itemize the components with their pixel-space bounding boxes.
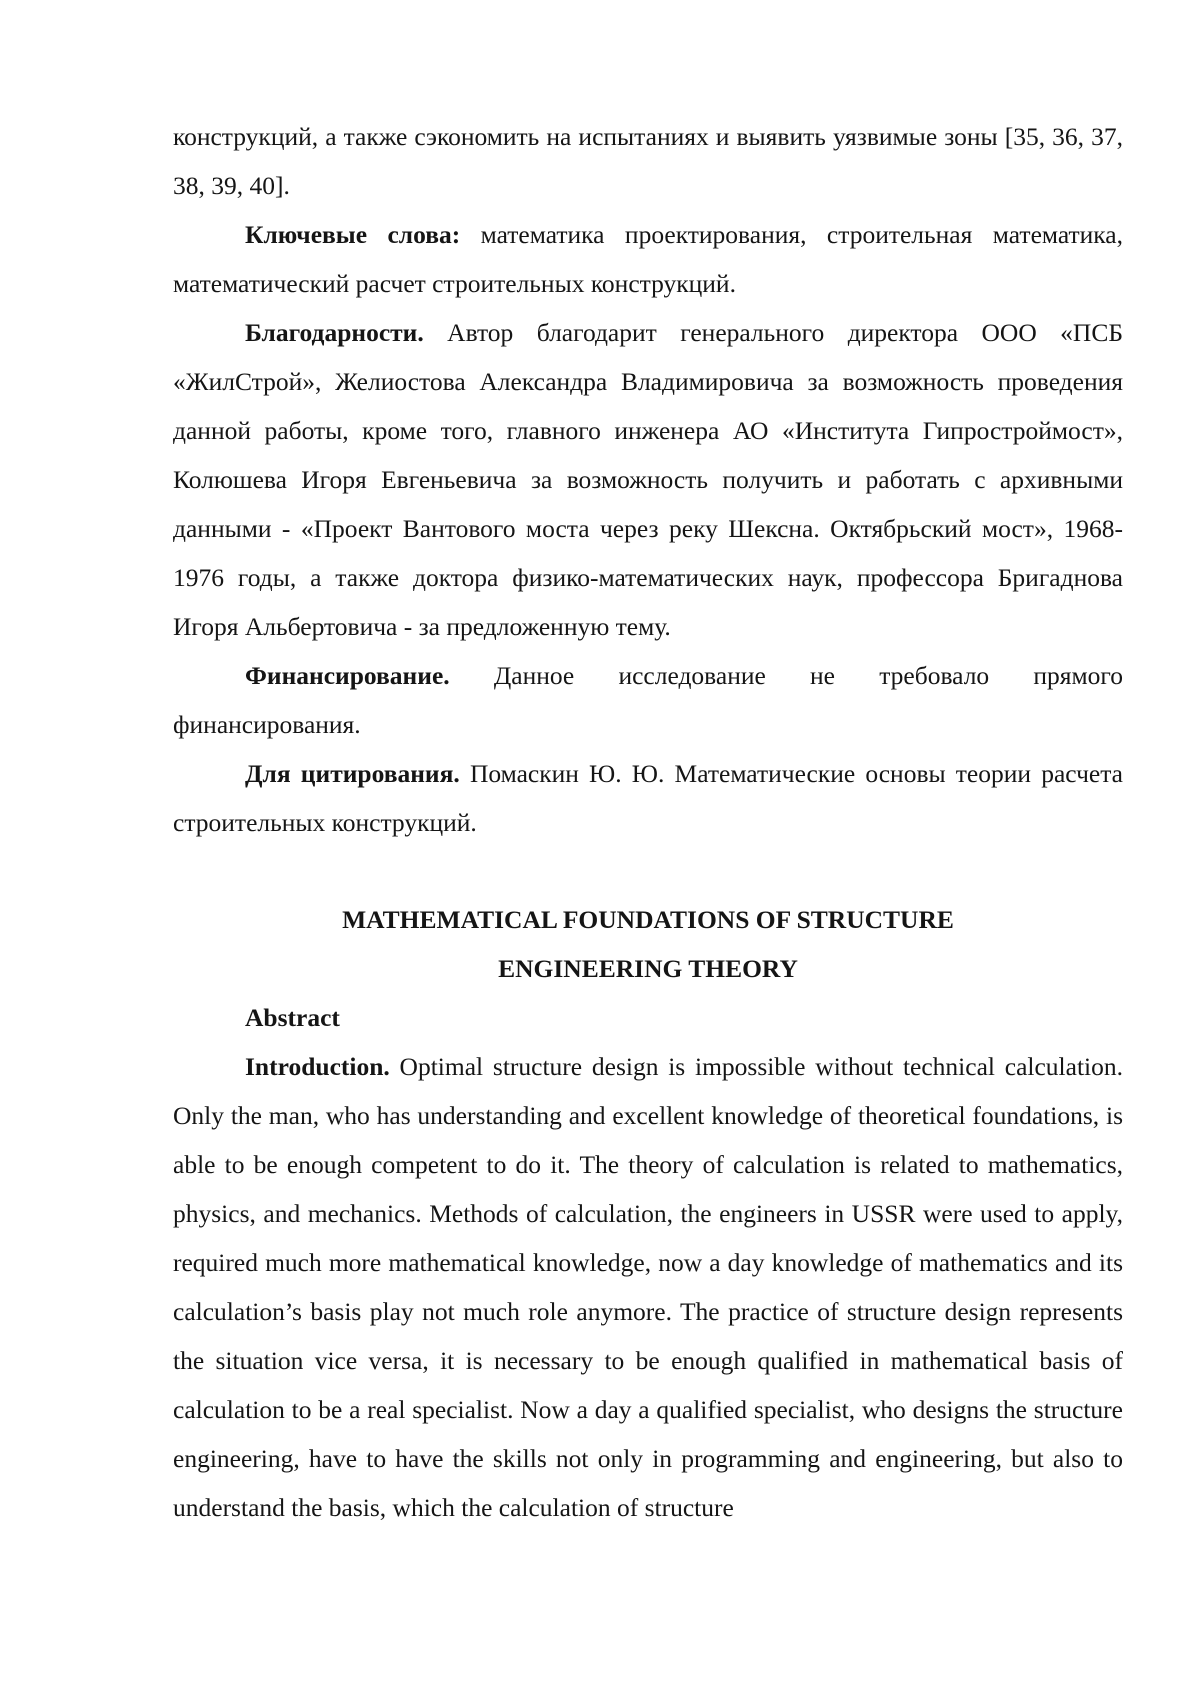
keywords-text: математика проектирования, строительная математика, математический расчет строительных конструкций. <box>173 220 1123 298</box>
citation-text: Помаскин Ю. Ю. Математические основы теории расчета строительных конструкций. <box>173 759 1123 837</box>
english-title-line-1: MATHEMATICAL FOUNDATIONS OF STRUCTURE <box>342 905 954 934</box>
funding-label: Финансирование. <box>245 661 450 690</box>
introduction-label: Introduction. <box>245 1052 390 1081</box>
keywords-paragraph <box>173 210 1123 308</box>
citation-paragraph <box>173 749 1123 847</box>
acknowledgments-text: Автор благодарит генерального директора ООО «ПСБ «ЖилСтрой», Желиостова Александра Владимировича за возможность проведения данной работы, кроме того, главного инженера АО «Института Гипростроймост», Колюшева Игоря Евгеньевича за возможность получить и работать с архивными данными - «Проект Вантового моста через реку Шексна. Октябрьский мост», 1968-1976 годы, а также доктора физико-математических наук, профессора Бригаднова Игоря Альбертовича - за предложенную тему. <box>173 318 1123 641</box>
keywords-label: Ключевые слова: <box>245 220 461 249</box>
introduction-paragraph <box>173 1042 1123 1532</box>
paper-page <box>173 112 1123 1532</box>
acknowledgments-label: Благодарности. <box>245 318 424 347</box>
acknowledgments-paragraph <box>173 308 1123 651</box>
funding-paragraph <box>173 651 1123 749</box>
citation-label: Для цитирования. <box>245 759 460 788</box>
english-title-line-2: ENGINEERING THEORY <box>498 954 798 983</box>
introduction-text: Optimal structure design is impossible without technical calculation. Only the man, who has understanding and excellent knowledge of theoretical foundations, is able to be enough competent to do it. The theory of calculation is related to mathematics, physics, and mechanics. Methods of calculation, the engineers in USSR were used to apply, required much more mathematical knowledge, now a day knowledge of mathematics and its calculation’s basis play not much role anymore. The practice of structure design represents the situation vice versa, it is necessary to be enough qualified in mathematical basis of calculation to be a real specialist. Now a day a qualified specialist, who designs the structure engineering, have to have the skills not only in programming and engineering, but also to understand the basis, which the calculation of structure <box>173 1052 1123 1522</box>
intro-tail-paragraph: конструкций, а также сэкономить на испытаниях и выявить уязвимые зоны [35, 36, 37, 38, 39, 40]. <box>173 122 1123 200</box>
abstract-heading: Abstract <box>245 1003 340 1032</box>
funding-text: Данное исследование не требовало прямого финансирования. <box>173 661 1123 739</box>
